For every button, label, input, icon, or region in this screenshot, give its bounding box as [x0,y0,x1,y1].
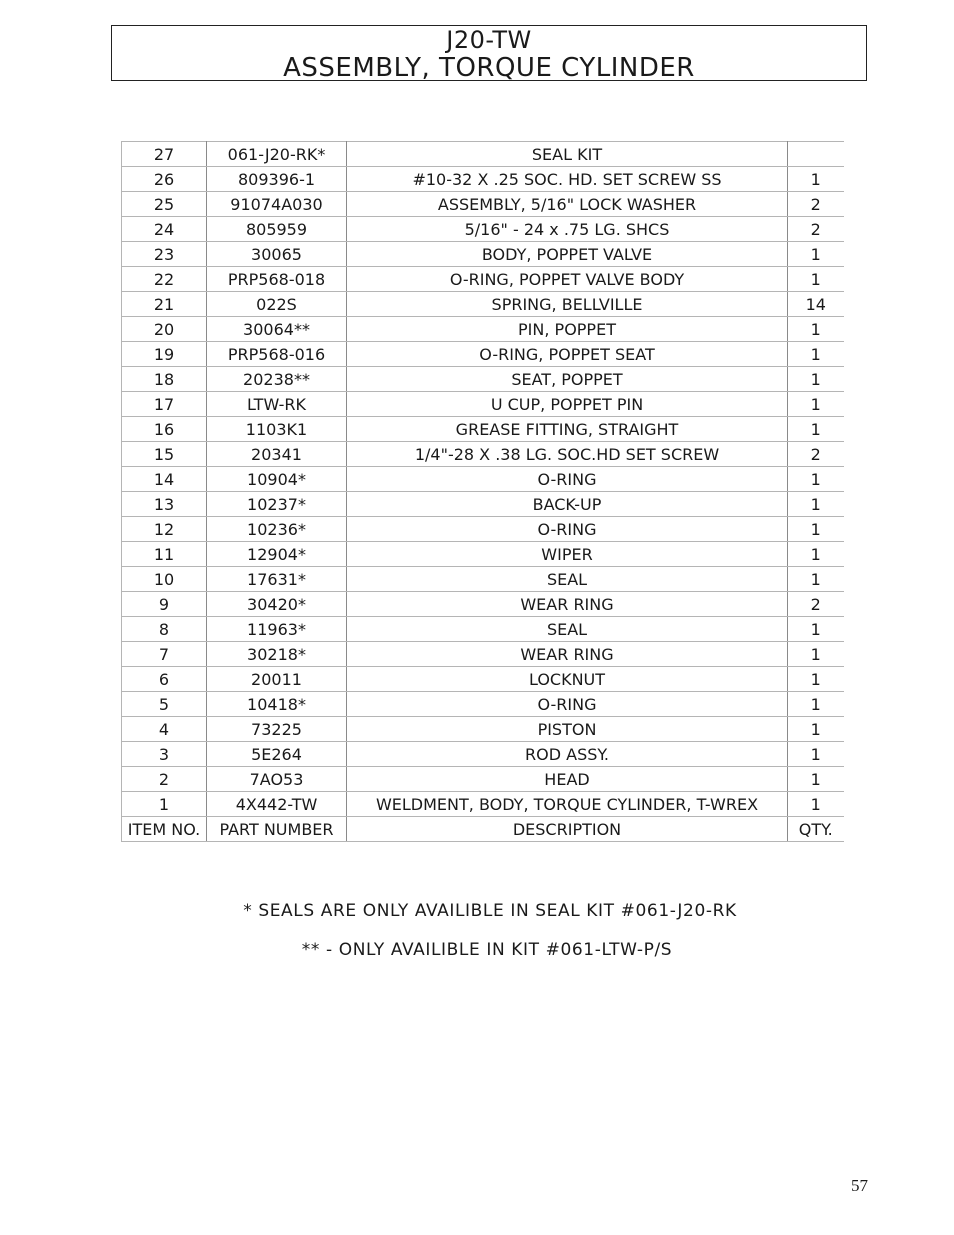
part-number-cell: 17631* [207,567,347,592]
header-qty: QTY. [788,817,844,842]
part-number-cell: 1103K1 [207,417,347,442]
part-number-cell: 5E264 [207,742,347,767]
part-number-cell: 10904* [207,467,347,492]
part-number-cell: 809396-1 [207,167,347,192]
item-number-cell: 23 [122,242,207,267]
quantity-cell: 1 [788,167,844,192]
quantity-cell: 1 [788,617,844,642]
item-number-cell: 20 [122,317,207,342]
description-cell: O-RING [347,517,788,542]
part-number-cell: 20011 [207,667,347,692]
table-row [122,717,844,742]
item-number-cell: 5 [122,692,207,717]
table-row [122,467,844,492]
part-number-cell: 805959 [207,217,347,242]
description-cell: WEAR RING [347,592,788,617]
ltw-kit-note: ** - ONLY AVAILIBLE IN KIT #061-LTW-P/S [301,940,673,960]
table-row [122,292,844,317]
title-assembly: ASSEMBLY, TORQUE CYLINDER [283,53,695,83]
description-cell: SPRING, BELLVILLE [347,292,788,317]
description-cell: O-RING [347,692,788,717]
table-row [122,167,844,192]
table-row [122,267,844,292]
quantity-cell [788,142,844,167]
item-number-cell: 9 [122,592,207,617]
quantity-cell: 1 [788,342,844,367]
part-number-cell: 30064** [207,317,347,342]
quantity-cell: 1 [788,767,844,792]
item-number-cell: 6 [122,667,207,692]
item-number-cell: 7 [122,642,207,667]
quantity-cell: 1 [788,717,844,742]
description-cell: BODY, POPPET VALVE [347,242,788,267]
description-cell: HEAD [347,767,788,792]
quantity-cell: 2 [788,442,844,467]
table-row [122,767,844,792]
part-number-cell: 10237* [207,492,347,517]
table-row [122,342,844,367]
description-cell: SEAL [347,567,788,592]
seal-kit-note: * SEALS ARE ONLY AVAILIBLE IN SEAL KIT #061-J20-RK [243,901,737,921]
item-number-cell: 27 [122,142,207,167]
description-cell: 1/4"-28 X .38 LG. SOC.HD SET SCREW [347,442,788,467]
table-row [122,692,844,717]
quantity-cell: 14 [788,292,844,317]
description-cell: GREASE FITTING, STRAIGHT [347,417,788,442]
quantity-cell: 1 [788,792,844,817]
table-row [122,317,844,342]
part-number-cell: 10418* [207,692,347,717]
quantity-cell: 2 [788,592,844,617]
description-cell: PISTON [347,717,788,742]
description-cell: WEAR RING [347,642,788,667]
item-number-cell: 8 [122,617,207,642]
part-number-cell: 11963* [207,617,347,642]
part-number-cell: 12904* [207,542,347,567]
page-number: 57 [851,1176,868,1195]
part-number-cell: 4X442-TW [207,792,347,817]
table-row [122,217,844,242]
description-cell: WELDMENT, BODY, TORQUE CYLINDER, T-WREX [347,792,788,817]
description-cell: LOCKNUT [347,667,788,692]
quantity-cell: 1 [788,642,844,667]
quantity-cell: 1 [788,267,844,292]
description-cell: O-RING, POPPET SEAT [347,342,788,367]
table-row [122,517,844,542]
part-number-cell: PRP568-016 [207,342,347,367]
description-cell: 5/16" - 24 x .75 LG. SHCS [347,217,788,242]
part-number-cell: 7AO53 [207,767,347,792]
quantity-cell: 1 [788,742,844,767]
title-model: J20-TW [446,26,532,54]
table-header-row [122,817,844,842]
parts-table-body [122,142,844,842]
table-row [122,567,844,592]
quantity-cell: 1 [788,392,844,417]
item-number-cell: 4 [122,717,207,742]
part-number-cell: 73225 [207,717,347,742]
part-number-cell: PRP568-018 [207,267,347,292]
part-number-cell: 061-J20-RK* [207,142,347,167]
quantity-cell: 1 [788,692,844,717]
description-cell: ASSEMBLY, 5/16" LOCK WASHER [347,192,788,217]
header-description: DESCRIPTION [347,817,788,842]
table-row [122,242,844,267]
description-cell: ROD ASSY. [347,742,788,767]
item-number-cell: 3 [122,742,207,767]
item-number-cell: 10 [122,567,207,592]
item-number-cell: 19 [122,342,207,367]
part-number-cell: 10236* [207,517,347,542]
part-number-cell: 30065 [207,242,347,267]
quantity-cell: 1 [788,467,844,492]
table-row [122,417,844,442]
quantity-cell: 1 [788,667,844,692]
description-cell: SEAL KIT [347,142,788,167]
table-row [122,542,844,567]
table-row [122,617,844,642]
table-row [122,592,844,617]
item-number-cell: 12 [122,517,207,542]
quantity-cell: 1 [788,417,844,442]
description-cell: #10-32 X .25 SOC. HD. SET SCREW SS [347,167,788,192]
table-row [122,642,844,667]
quantity-cell: 2 [788,217,844,242]
item-number-cell: 14 [122,467,207,492]
part-number-cell: 30420* [207,592,347,617]
item-number-cell: 21 [122,292,207,317]
description-cell: WIPER [347,542,788,567]
table-row [122,442,844,467]
item-number-cell: 26 [122,167,207,192]
part-number-cell: 20238** [207,367,347,392]
description-cell: BACK-UP [347,492,788,517]
quantity-cell: 1 [788,317,844,342]
table-row [122,192,844,217]
parts-table [121,141,844,842]
item-number-cell: 1 [122,792,207,817]
table-row [122,367,844,392]
item-number-cell: 15 [122,442,207,467]
part-number-cell: 91074A030 [207,192,347,217]
item-number-cell: 22 [122,267,207,292]
item-number-cell: 18 [122,367,207,392]
header-part-number: PART NUMBER [207,817,347,842]
quantity-cell: 1 [788,542,844,567]
item-number-cell: 13 [122,492,207,517]
description-cell: U CUP, POPPET PIN [347,392,788,417]
part-number-cell: LTW-RK [207,392,347,417]
quantity-cell: 1 [788,367,844,392]
description-cell: PIN, POPPET [347,317,788,342]
part-number-cell: 022S [207,292,347,317]
item-number-cell: 11 [122,542,207,567]
table-row [122,492,844,517]
title-box [111,25,867,81]
description-cell: SEAT, POPPET [347,367,788,392]
table-row [122,142,844,167]
part-number-cell: 20341 [207,442,347,467]
item-number-cell: 16 [122,417,207,442]
table-row [122,792,844,817]
item-number-cell: 24 [122,217,207,242]
quantity-cell: 1 [788,242,844,267]
part-number-cell: 30218* [207,642,347,667]
description-cell: O-RING [347,467,788,492]
quantity-cell: 1 [788,567,844,592]
quantity-cell: 1 [788,492,844,517]
header-item-no: ITEM NO. [122,817,207,842]
description-cell: SEAL [347,617,788,642]
description-cell: O-RING, POPPET VALVE BODY [347,267,788,292]
table-row [122,667,844,692]
table-row [122,392,844,417]
item-number-cell: 2 [122,767,207,792]
table-row [122,742,844,767]
quantity-cell: 1 [788,517,844,542]
item-number-cell: 17 [122,392,207,417]
quantity-cell: 2 [788,192,844,217]
item-number-cell: 25 [122,192,207,217]
